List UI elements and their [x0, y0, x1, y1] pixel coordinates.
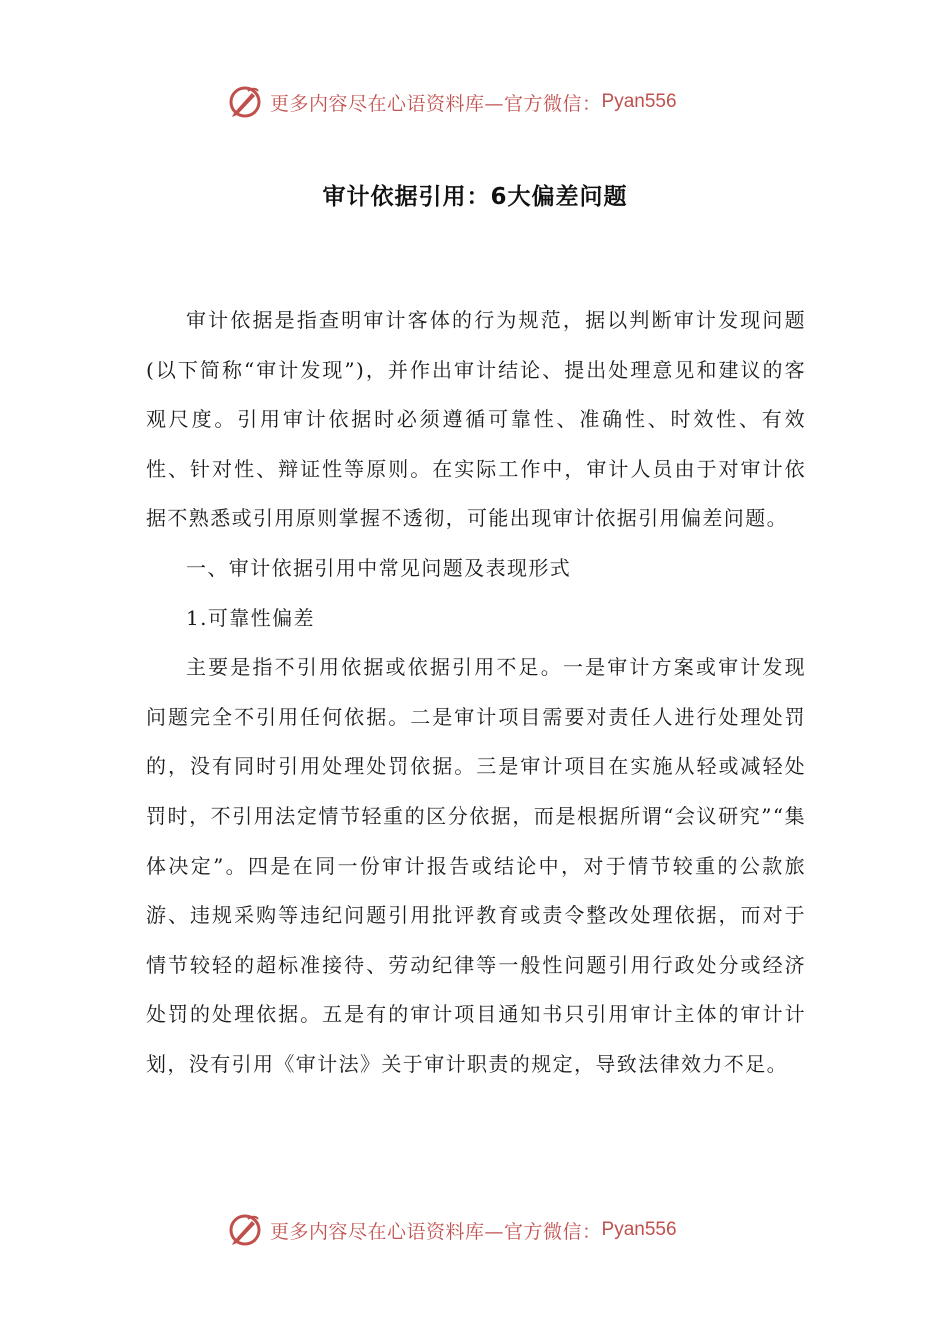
subsection-paragraph: 主要是指不引用依据或依据引用不足。一是审计方案或审计发现问题完全不引用任何依据。二是审计项目需要对责任人进行处理处罚的，没有同时引用处理处罚依据。三是审计项目在实施从轻或减轻处罚时，不引用法定情节轻重的区分依据，而是根据所谓“会议研究”“集体决定”。四是在同一份审计报告或结论中，对于情节较重的公款旅游、违规采购等违纪问题引用批评教育或责令整改处理依据，而对于情节较轻的超标准接待、劳动纪律等一般性问题引用行政处分或经济处罚的处理依据。五是有的审计项目通知书只引用审计主体的审计计划，没有引用《审计法》关于审计职责的规定，导致法律效力不足。	[146, 655, 806, 1076]
watermark-text: 更多内容尽在心语资料库—官方微信：	[270, 92, 602, 115]
footer-watermark	[228, 1210, 677, 1250]
watermark-text: 更多内容尽在心语资料库—官方微信：	[270, 1220, 602, 1243]
intro-paragraph: 审计依据是指查明审计客体的行为规范，据以判断审计发现问题(以下简称“审计发现”)，并作出审计结论、提出处理意见和建议的客观尺度。引用审计依据时必须遵循可靠性、准确性、时效性、有效性、针对性、辩证性等原则。在实际工作中，审计人员由于对审计依据不熟悉或引用原则掌握不透彻，可能出现审计依据引用偏差问题。	[146, 308, 806, 531]
pen-logo-icon	[228, 1213, 262, 1247]
section-heading: 一、审计依据引用中常见问题及表现形式	[186, 555, 572, 580]
watermark-wechat-id: Pyan556	[601, 1219, 677, 1240]
watermark-wechat-id: Pyan556	[601, 91, 677, 112]
document-title: 审计依据引用：6大偏差问题	[322, 184, 628, 210]
header-watermark	[228, 82, 677, 122]
subsection-heading: 1.可靠性偏差	[186, 605, 315, 630]
document-body	[146, 296, 806, 1090]
pen-logo-icon	[228, 85, 262, 119]
